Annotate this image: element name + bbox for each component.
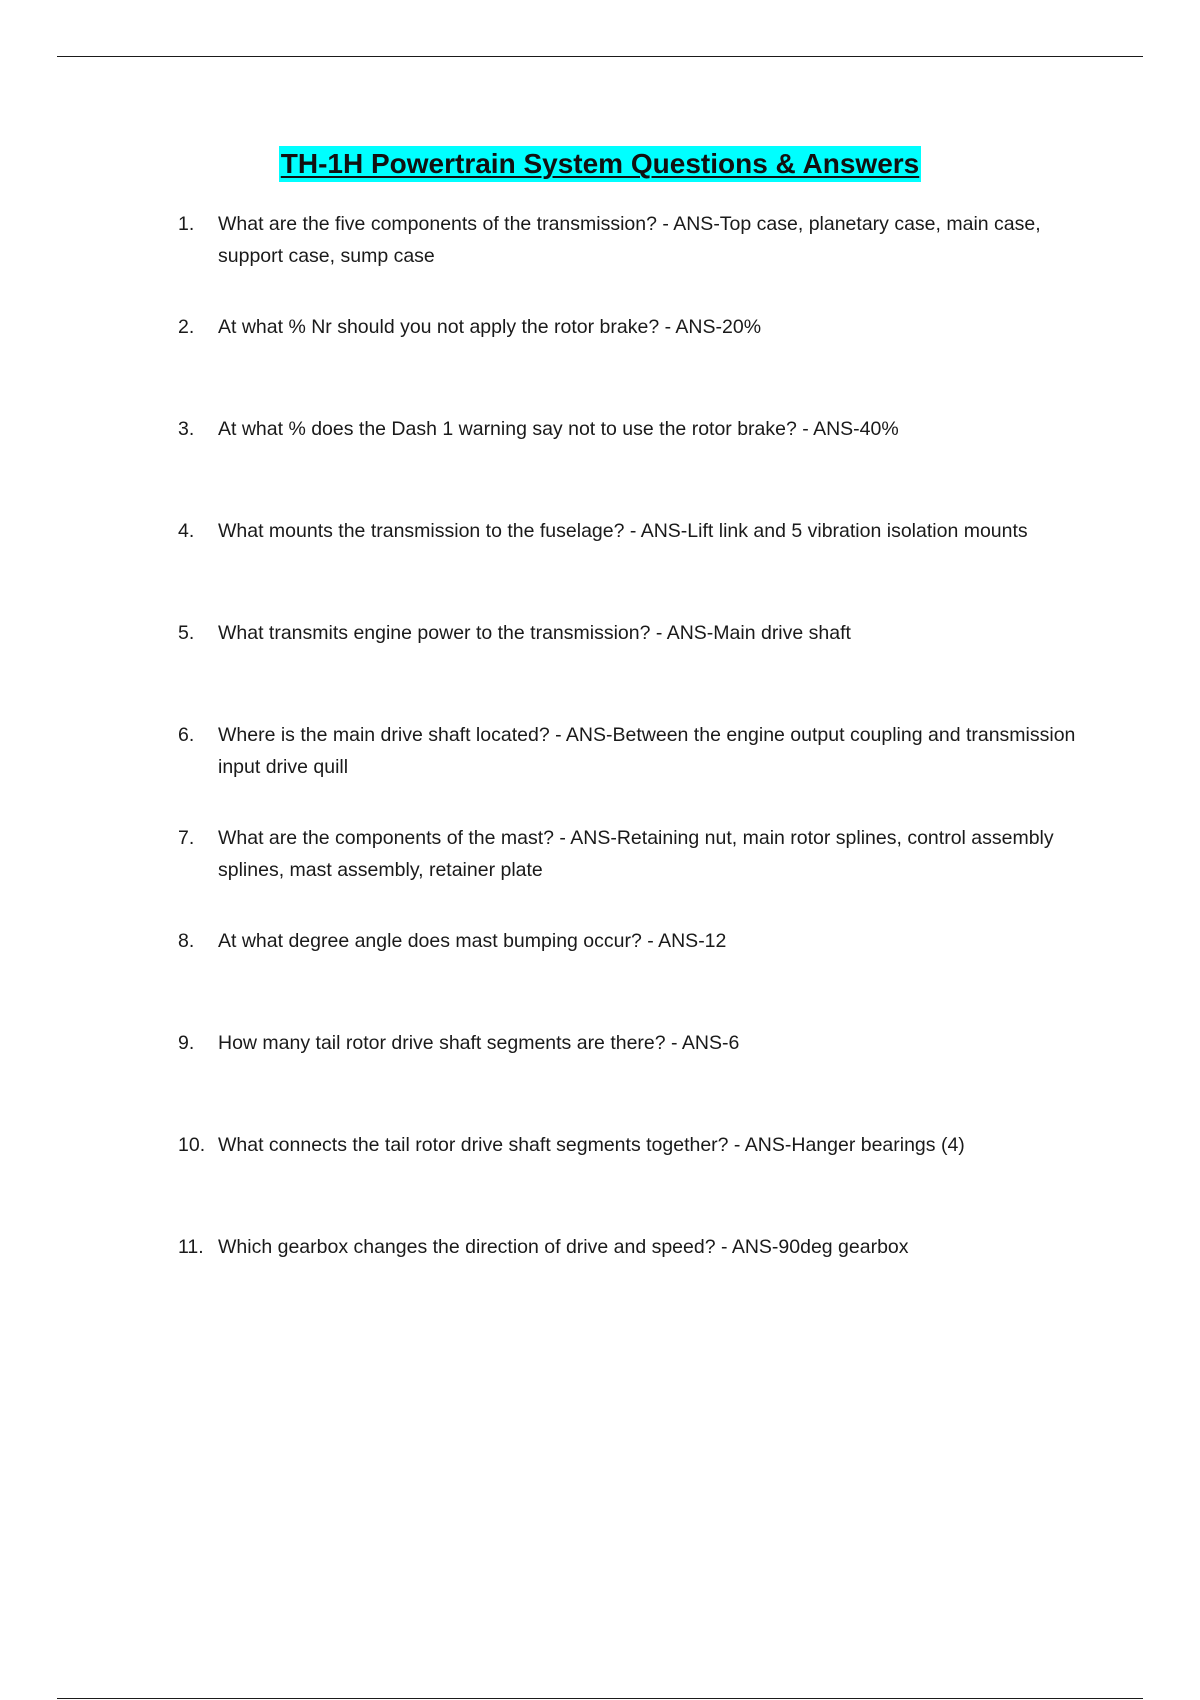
qa-number: 3. bbox=[178, 418, 195, 440]
qa-item bbox=[178, 515, 1078, 579]
header-rule bbox=[57, 56, 1143, 57]
qa-text: At what degree angle does mast bumping occur? - ANS-12 bbox=[218, 930, 727, 952]
qa-text: How many tail rotor drive shaft segments are there? - ANS-6 bbox=[218, 1032, 740, 1054]
footer-rule bbox=[57, 1698, 1143, 1699]
qa-number: 2. bbox=[178, 316, 195, 338]
qa-text: What are the components of the mast? - ANS-Retaining nut, main rotor splines, control assembly splines, mast assembly, retainer plate bbox=[218, 827, 1054, 881]
qa-item bbox=[178, 208, 1078, 272]
qa-text: What are the five components of the transmission? - ANS-Top case, planetary case, main case, support case, sump case bbox=[218, 213, 1041, 267]
qa-number: 4. bbox=[178, 520, 195, 542]
qa-item bbox=[178, 413, 1078, 477]
qa-item bbox=[178, 1231, 1078, 1295]
qa-text: What connects the tail rotor drive shaft segments together? - ANS-Hanger bearings (4) bbox=[218, 1134, 965, 1156]
qa-text: Which gearbox changes the direction of drive and speed? - ANS-90deg gearbox bbox=[218, 1236, 909, 1258]
qa-text: At what % Nr should you not apply the rotor brake? - ANS-20% bbox=[218, 316, 762, 338]
qa-item bbox=[178, 1129, 1078, 1193]
qa-item bbox=[178, 1027, 1078, 1091]
qa-text: What mounts the transmission to the fuselage? - ANS-Lift link and 5 vibration isolation mounts bbox=[218, 520, 1028, 542]
qa-item bbox=[178, 311, 1078, 375]
qa-number: 1. bbox=[178, 213, 195, 235]
qa-number: 5. bbox=[178, 622, 195, 644]
qa-number: 9. bbox=[178, 1032, 195, 1054]
qa-text: Where is the main drive shaft located? - ANS-Between the engine output coupling and transmission input drive quill bbox=[218, 724, 1076, 778]
qa-text: At what % does the Dash 1 warning say not to use the rotor brake? - ANS-40% bbox=[218, 418, 899, 440]
qa-number: 11. bbox=[178, 1236, 204, 1258]
qa-text: What transmits engine power to the transmission? - ANS-Main drive shaft bbox=[218, 622, 851, 644]
qa-item bbox=[178, 925, 1078, 989]
qa-list bbox=[178, 208, 1078, 1333]
document-title: TH-1H Powertrain System Questions & Answers bbox=[279, 146, 921, 182]
qa-number: 10. bbox=[178, 1134, 206, 1156]
qa-number: 6. bbox=[178, 724, 195, 746]
qa-item bbox=[178, 822, 1078, 886]
qa-number: 8. bbox=[178, 930, 195, 952]
qa-item bbox=[178, 719, 1078, 783]
title-wrapper bbox=[0, 146, 1200, 182]
qa-number: 7. bbox=[178, 827, 195, 849]
qa-item bbox=[178, 617, 1078, 681]
